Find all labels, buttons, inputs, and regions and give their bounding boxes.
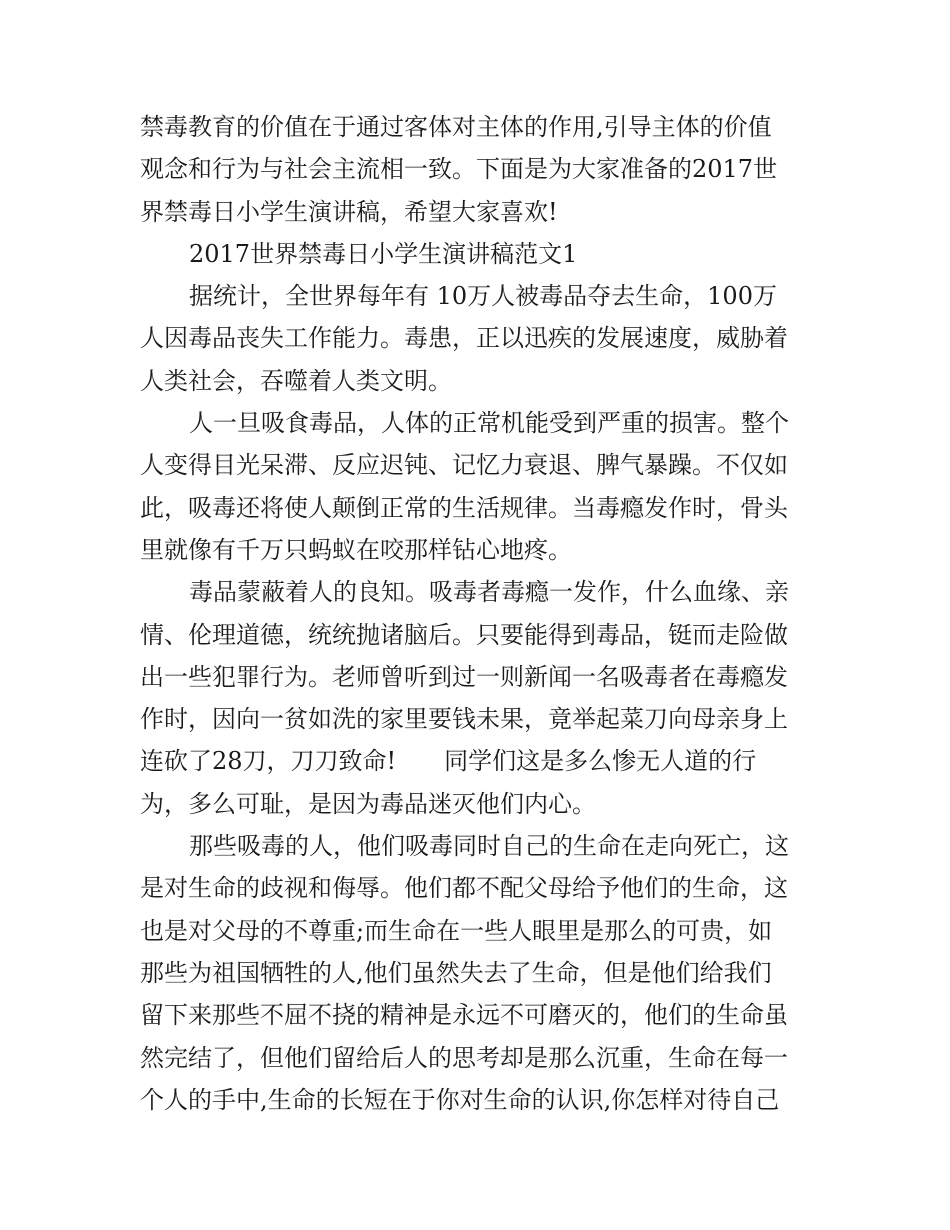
text-line: 界禁毒日小学生演讲稿，希望大家喜欢! <box>140 197 558 226</box>
text-line: 毒品蒙蔽着人的良知。吸毒者毒瘾一发作，什么血缘、亲 <box>189 578 789 607</box>
text-line: 禁毒教育的价值在于通过客体对主体的作用,引导主体的价值 <box>140 113 772 141</box>
document-body <box>140 106 820 1121</box>
text-line: 那些吸毒的人，他们吸毒同时自己的生命在走向死亡，这 <box>189 832 789 861</box>
text-line: 据统计，全世界每年有 10万人被毒品夺去生命，100万 <box>189 282 777 311</box>
text-line: 情、伦理道德，统统抛诸脑后。只要能得到毒品，铤而走险做 <box>140 620 788 649</box>
text-line: 留下来那些不屈不挠的精神是永远不可磨灭的，他们的生命虽 <box>140 1001 788 1030</box>
text-line: 作时，因向一贫如洗的家里要钱未果，竟举起菜刀向母亲身上 <box>140 705 788 734</box>
text-line: 连砍了28刀，刀刀致命! 同学们这是多么惨无人道的行 <box>140 747 757 776</box>
text-line: 个人的手中,生命的长短在于你对生命的认识,你怎样对待自己 <box>140 1085 780 1114</box>
text-line: 此，吸毒还将使人颠倒正常的生活规律。当毒瘾发作时，骨头 <box>140 493 788 522</box>
text-line: 为，多么可耻，是因为毒品迷灭他们内心。 <box>140 789 596 818</box>
text-line: 人因毒品丧失工作能力。毒患，正以迅疾的发展速度，威胁着 <box>140 324 788 353</box>
text-line: 是对生命的歧视和侮辱。他们都不配父母给予他们的生命，这 <box>140 874 788 903</box>
text-line: 观念和行为与社会主流相一致。下面是为大家准备的2017世 <box>140 155 778 184</box>
text-line: 人类社会，吞噬着人类文明。 <box>140 366 452 395</box>
text-line: 那些为祖国牺牲的人,他们虽然失去了生命，但是他们给我们 <box>140 958 772 987</box>
text-line: 里就像有千万只蚂蚁在咬那样钻心地疼。 <box>140 535 572 564</box>
text-line: 出一些犯罪行为。老师曾听到过一则新闻一名吸毒者在毒瘾发 <box>140 662 788 691</box>
text-line: 也是对父母的不尊重;而生命在一些人眼里是那么的可贵，如 <box>140 916 773 945</box>
text-line: 人变得目光呆滞、反应迟钝、记忆力衰退、脾气暴躁。不仅如 <box>140 451 788 480</box>
text-line: 然完结了，但他们留给后人的思考却是那么沉重，生命在每一 <box>140 1043 788 1072</box>
text-line: 人一旦吸食毒品，人体的正常机能受到严重的损害。整个 <box>189 409 789 438</box>
section-heading: 2017世界禁毒日小学生演讲稿范文1 <box>189 239 578 268</box>
